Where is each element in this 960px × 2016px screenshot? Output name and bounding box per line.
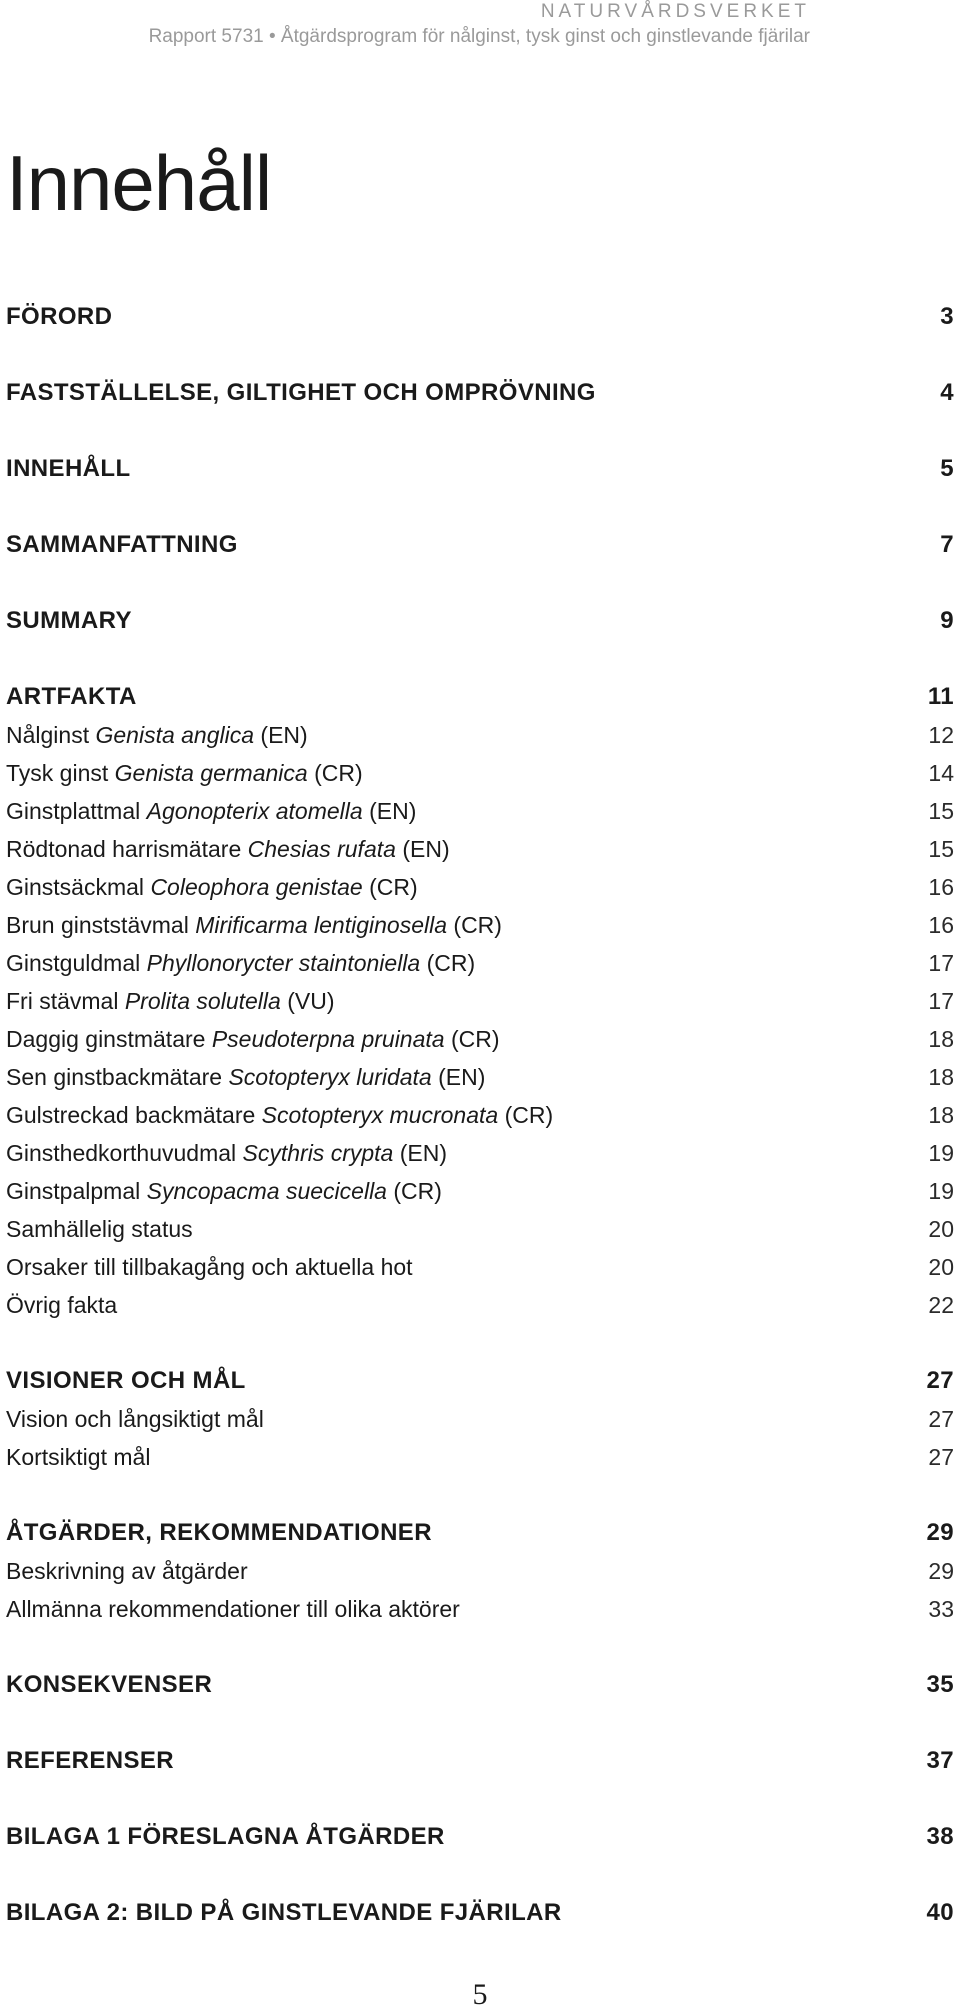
toc-entry-label xyxy=(6,868,418,906)
toc-entry[interactable] xyxy=(6,1438,954,1476)
toc-heading-label: BILAGA 1 FÖRESLAGNA ÅTGÄRDER xyxy=(6,1823,445,1850)
section-spacer xyxy=(6,412,954,450)
toc-entry[interactable] xyxy=(6,944,954,982)
toc-section xyxy=(6,1514,954,1628)
toc-heading-page: 3 xyxy=(940,303,954,330)
toc-section xyxy=(6,450,954,488)
toc-heading[interactable] xyxy=(6,1666,954,1704)
toc-entry[interactable] xyxy=(6,1552,954,1590)
entry-scientific-name: Chesias rufata xyxy=(247,836,396,862)
toc-entry-label xyxy=(6,1096,553,1134)
toc-heading[interactable] xyxy=(6,1818,954,1856)
entry-common-name: Ginstplattmal xyxy=(6,798,147,824)
entry-scientific-name: Mirificarma lentiginosella xyxy=(195,912,448,938)
page-title: Innehåll xyxy=(6,139,272,227)
entry-common-name: Övrig fakta xyxy=(6,1292,118,1318)
toc-heading-label: VISIONER OCH MÅL xyxy=(6,1367,246,1394)
toc-entry[interactable] xyxy=(6,1020,954,1058)
toc-entry[interactable] xyxy=(6,754,954,792)
toc-heading[interactable] xyxy=(6,1514,954,1552)
entry-status-code: (CR) xyxy=(386,1178,442,1204)
toc-entry-label xyxy=(6,1552,248,1590)
section-spacer xyxy=(6,336,954,374)
entry-status-code: (EN) xyxy=(254,722,308,748)
running-header xyxy=(149,0,810,50)
toc-entry[interactable] xyxy=(6,906,954,944)
toc-section xyxy=(6,678,954,1324)
toc-entry-page: 20 xyxy=(928,1254,954,1280)
toc-entry-label xyxy=(6,830,450,868)
toc-heading-label: FÖRORD xyxy=(6,303,113,330)
toc-heading-label: SAMMANFATTNING xyxy=(6,531,238,558)
toc-entry-label xyxy=(6,1400,264,1438)
entry-scientific-name: Genista anglica xyxy=(95,722,255,748)
toc-entry-page: 27 xyxy=(928,1406,954,1432)
toc-heading-label: ARTFAKTA xyxy=(6,683,137,710)
toc-entry-label xyxy=(6,906,502,944)
entry-scientific-name: Pseudoterpna pruinata xyxy=(211,1026,445,1052)
entry-scientific-name: Scotopteryx luridata xyxy=(228,1064,432,1090)
toc-heading-page: 9 xyxy=(940,607,954,634)
toc-heading[interactable] xyxy=(6,298,954,336)
toc-entry-label xyxy=(6,792,416,830)
toc-entry-page: 16 xyxy=(928,912,954,938)
entry-common-name: Daggig ginstmätare xyxy=(6,1026,212,1052)
toc-heading[interactable] xyxy=(6,678,954,716)
toc-entry[interactable] xyxy=(6,792,954,830)
section-spacer xyxy=(6,488,954,526)
toc-section xyxy=(6,374,954,412)
entry-common-name: Ginstpalpmal xyxy=(6,1178,147,1204)
entry-common-name: Gulstreckad backmätare xyxy=(6,1102,262,1128)
entry-common-name: Nålginst xyxy=(6,722,96,748)
toc-entry[interactable] xyxy=(6,1210,954,1248)
entry-scientific-name: Scotopteryx mucronata xyxy=(261,1102,499,1128)
entry-status-code: (CR) xyxy=(447,912,502,938)
toc-heading-label: KONSEKVENSER xyxy=(6,1671,213,1698)
entry-common-name: Vision och långsiktigt mål xyxy=(6,1406,264,1432)
entry-status-code: (EN) xyxy=(395,836,450,862)
toc-section xyxy=(6,1894,954,1932)
toc-entry-label xyxy=(6,1172,442,1210)
toc-heading[interactable] xyxy=(6,1362,954,1400)
toc-entry[interactable] xyxy=(6,1286,954,1324)
toc-section xyxy=(6,1666,954,1704)
toc-entry[interactable] xyxy=(6,1590,954,1628)
toc-entry[interactable] xyxy=(6,1134,954,1172)
toc-entry[interactable] xyxy=(6,868,954,906)
toc-entry[interactable] xyxy=(6,716,954,754)
section-spacer xyxy=(6,1856,954,1894)
toc-entry-page: 19 xyxy=(928,1140,954,1166)
toc-entry-page: 27 xyxy=(928,1444,954,1470)
entry-common-name: Allmänna rekommendationer till olika aktörer xyxy=(6,1596,460,1622)
toc-heading-page: 7 xyxy=(940,531,954,558)
toc-heading-label: SUMMARY xyxy=(6,607,132,634)
toc-heading[interactable] xyxy=(6,1894,954,1932)
entry-status-code: (EN) xyxy=(431,1064,486,1090)
section-spacer xyxy=(6,640,954,678)
toc-heading-label: ÅTGÄRDER, REKOMMENDATIONER xyxy=(6,1519,432,1546)
toc-entry-label xyxy=(6,1058,485,1096)
toc-entry[interactable] xyxy=(6,1172,954,1210)
section-spacer xyxy=(6,1780,954,1818)
toc-heading[interactable] xyxy=(6,602,954,640)
toc-heading-label: BILAGA 2: BILD PÅ GINSTLEVANDE FJÄRILAR xyxy=(6,1899,562,1926)
entry-common-name: Ginstsäckmal xyxy=(6,874,151,900)
section-spacer xyxy=(6,1324,954,1362)
toc-entry-page: 17 xyxy=(928,988,954,1014)
toc-entry-page: 17 xyxy=(928,950,954,976)
page-number: 5 xyxy=(472,1978,488,2011)
toc-heading-page: 38 xyxy=(926,1823,954,1850)
entry-common-name: Rödtonad harrismätare xyxy=(6,836,248,862)
section-spacer xyxy=(6,1476,954,1514)
toc-heading[interactable] xyxy=(6,374,954,412)
entry-common-name: Brun ginststävmal xyxy=(6,912,196,938)
toc-section xyxy=(6,298,954,336)
section-spacer xyxy=(6,1704,954,1742)
toc-entry-page: 15 xyxy=(928,798,954,824)
toc-heading-label: INNEHÅLL xyxy=(6,455,131,482)
entry-scientific-name: Coleophora genistae xyxy=(150,874,363,900)
toc-entry-page: 18 xyxy=(928,1026,954,1052)
toc-entry-page: 19 xyxy=(928,1178,954,1204)
toc-entry-label xyxy=(6,1286,117,1324)
entry-scientific-name: Genista germanica xyxy=(114,760,308,786)
toc-heading-page: 27 xyxy=(926,1367,954,1394)
toc-entry-page: 33 xyxy=(928,1596,954,1622)
toc-heading-page: 29 xyxy=(926,1519,954,1546)
entry-common-name: Ginsthedkorthuvudmal xyxy=(6,1140,243,1166)
toc-heading-page: 35 xyxy=(926,1671,954,1698)
toc-entry-page: 16 xyxy=(928,874,954,900)
entry-status-code: (VU) xyxy=(280,988,335,1014)
entry-common-name: Beskrivning av åtgärder xyxy=(6,1558,248,1584)
toc-heading-label: FASTSTÄLLELSE, GILTIGHET OCH OMPRÖVNING xyxy=(6,379,596,406)
toc-heading-page: 11 xyxy=(927,683,954,710)
toc-entry[interactable] xyxy=(6,1096,954,1134)
toc-section xyxy=(6,1742,954,1780)
toc-entry-page: 29 xyxy=(928,1558,954,1584)
toc-entry-label xyxy=(6,982,334,1020)
toc-heading-page: 40 xyxy=(926,1899,954,1926)
entry-status-code: (EN) xyxy=(362,798,417,824)
entry-status-code: (CR) xyxy=(420,950,476,976)
entry-common-name: Fri stävmal xyxy=(6,988,125,1014)
entry-common-name: Kortsiktigt mål xyxy=(6,1444,151,1470)
toc-section xyxy=(6,1818,954,1856)
entry-status-code: (CR) xyxy=(307,760,363,786)
toc-entry-label xyxy=(6,1020,500,1058)
toc-entry[interactable] xyxy=(6,830,954,868)
toc-entry-label xyxy=(6,944,475,982)
toc-entry-label xyxy=(6,1438,150,1476)
toc-entry-label xyxy=(6,1248,413,1286)
toc-entry[interactable] xyxy=(6,1248,954,1286)
toc-heading-page: 37 xyxy=(926,1747,954,1774)
toc-heading-page: 4 xyxy=(940,379,954,406)
toc-entry-page: 18 xyxy=(928,1102,954,1128)
entry-scientific-name: Scythris crypta xyxy=(242,1140,394,1166)
toc-entry[interactable] xyxy=(6,1058,954,1096)
entry-common-name: Sen ginstbackmätare xyxy=(6,1064,229,1090)
toc-entry-label xyxy=(6,754,363,792)
toc-entry[interactable] xyxy=(6,982,954,1020)
entry-scientific-name: Syncopacma suecicella xyxy=(146,1178,387,1204)
section-spacer xyxy=(6,564,954,602)
entry-scientific-name: Prolita solutella xyxy=(124,988,281,1014)
toc-entry-label xyxy=(6,716,308,754)
entry-status-code: (CR) xyxy=(362,874,418,900)
entry-common-name: Orsaker till tillbakagång och aktuella hot xyxy=(6,1254,413,1280)
toc-heading-label: REFERENSER xyxy=(6,1747,175,1774)
toc-entry-label xyxy=(6,1590,460,1628)
table-of-contents xyxy=(6,298,954,1932)
toc-entry-page: 22 xyxy=(928,1292,954,1318)
toc-entry-page: 20 xyxy=(928,1216,954,1242)
entry-common-name: Samhällelig status xyxy=(6,1216,193,1242)
toc-heading-page: 5 xyxy=(940,455,954,482)
toc-entry-page: 15 xyxy=(928,836,954,862)
entry-common-name: Tysk ginst xyxy=(6,760,115,786)
toc-section xyxy=(6,526,954,564)
entry-status-code: (EN) xyxy=(393,1140,448,1166)
entry-status-code: (CR) xyxy=(498,1102,554,1128)
toc-section xyxy=(6,602,954,640)
publisher-name: NATURVÅRDSVERKET xyxy=(540,1,810,22)
toc-entry[interactable] xyxy=(6,1400,954,1438)
entry-status-code: (CR) xyxy=(444,1026,500,1052)
toc-entry-page: 18 xyxy=(928,1064,954,1090)
toc-heading[interactable] xyxy=(6,450,954,488)
entry-scientific-name: Agonopterix atomella xyxy=(146,798,363,824)
toc-entry-page: 14 xyxy=(928,760,954,786)
toc-entry-page: 12 xyxy=(928,722,954,748)
section-spacer xyxy=(6,1628,954,1666)
toc-entry-label xyxy=(6,1134,447,1172)
entry-scientific-name: Phyllonorycter staintoniella xyxy=(146,950,421,976)
entry-common-name: Ginstguldmal xyxy=(6,950,147,976)
toc-section xyxy=(6,1362,954,1476)
toc-heading[interactable] xyxy=(6,1742,954,1780)
report-title: Rapport 5731 • Åtgärdsprogram för nålginst, tysk ginst och ginstlevande fjärilar xyxy=(148,26,810,47)
toc-entry-label xyxy=(6,1210,193,1248)
toc-heading[interactable] xyxy=(6,526,954,564)
